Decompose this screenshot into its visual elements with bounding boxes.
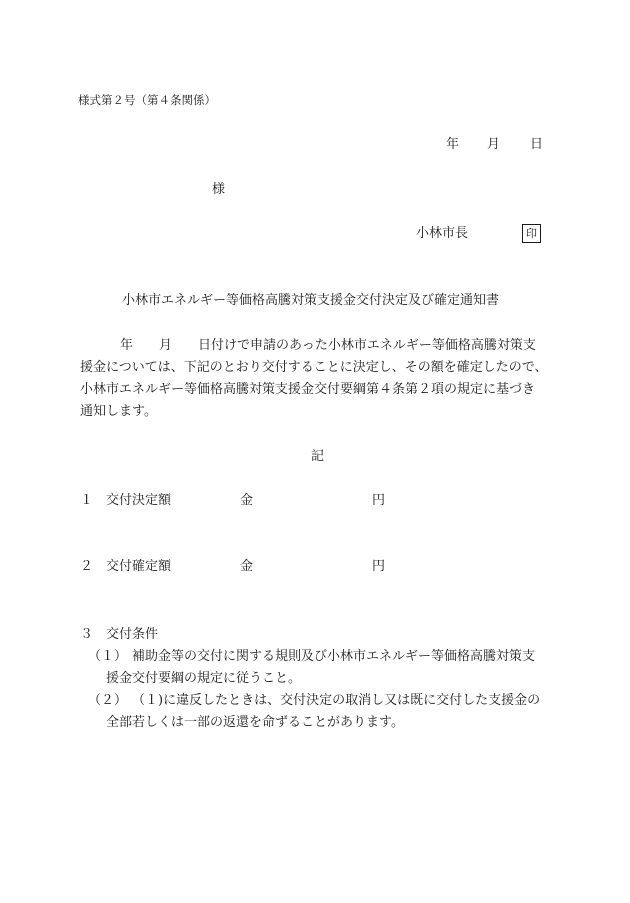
date-month: 月 [487,137,501,152]
condition-number: （２） [88,693,128,708]
item-unit: 円 [372,559,386,574]
conditions-heading: 交付条件 [106,627,159,642]
condition-line: 補助金等の交付に関する規則及び小林市エネルギー等価格高騰対策支 [132,649,536,664]
ki-heading: 記 [311,449,325,464]
item-prefix: 金 [240,493,254,508]
item-prefix: 金 [240,559,254,574]
recipient-suffix: 様 [212,182,226,197]
form-number: 様式第２号（第４条関係） [78,93,216,107]
condition-line: （１)に違反したときは、交付決定の取消し又は既に交付した支援金の [132,693,541,708]
condition-line: 全部若しくは一部の返還を命ずることがあります。 [106,715,404,730]
conditions-number: ３ [80,627,94,642]
date-year: 年 [446,137,460,152]
item-label: 交付決定額 [106,493,172,508]
body-line: 通知します。 [80,404,157,419]
body-paragraph [80,335,558,423]
seal-mark: 印 [522,224,541,243]
condition-number: （１） [88,649,128,664]
item-number: ２ [80,559,94,574]
document-title: 小林市エネルギー等価格高騰対策支援金交付決定及び確定通知書 [122,293,500,308]
condition-item [106,690,566,734]
body-line: 年 月 日付けで申請のあった小林市エネルギー等価格高騰対策支 [120,338,536,353]
date-day: 日 [530,137,544,152]
item-number: １ [80,493,94,508]
item-label: 交付確定額 [106,559,172,574]
issuer: 小林市長 [416,226,469,241]
condition-line: 援金交付要綱の規定に従うこと。 [106,671,302,686]
date-line [446,138,543,151]
body-line: 援金については、下記のとおり交付することに決定し、その額を確定したので、 [80,360,548,375]
body-line: 小林市エネルギー等価格高騰対策支援金交付要綱第４条第２項の規定に基づき [80,382,536,397]
condition-item [106,646,566,690]
item-unit: 円 [372,493,386,508]
